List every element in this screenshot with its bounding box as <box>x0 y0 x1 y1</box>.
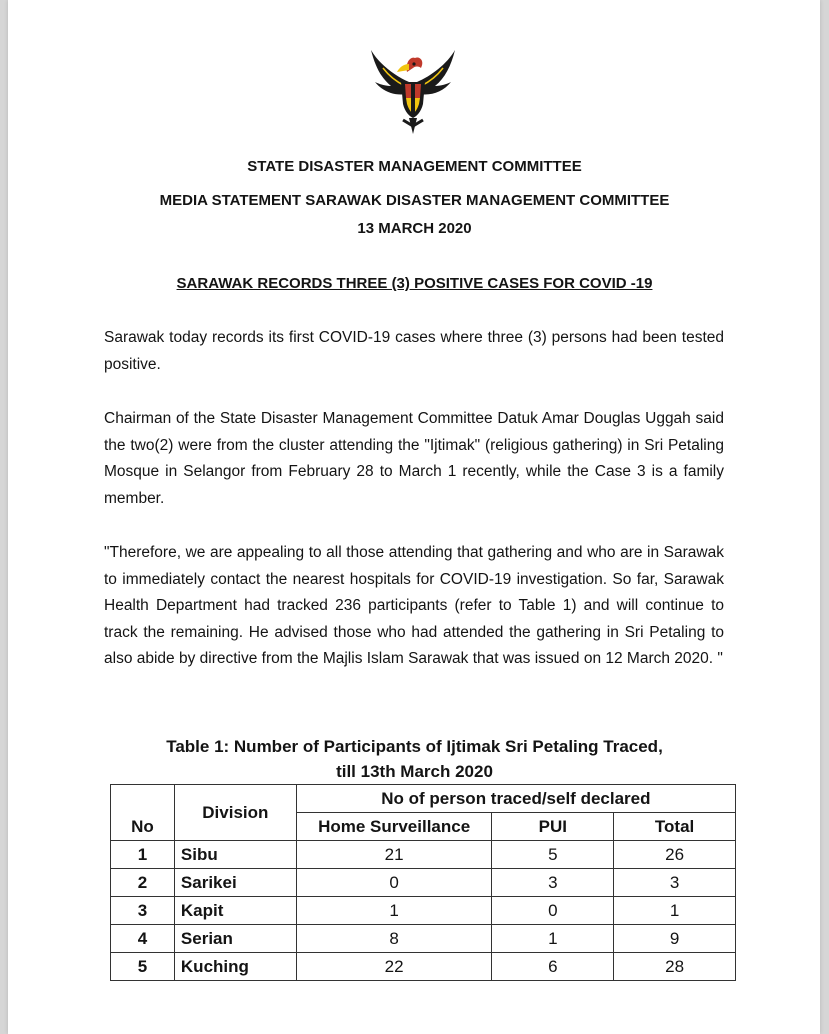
cell-division: Sarikei <box>174 869 296 897</box>
table-caption-line-2: till 13th March 2020 <box>336 762 493 781</box>
cell-total: 9 <box>614 925 736 953</box>
cell-total: 3 <box>614 869 736 897</box>
participants-table <box>110 784 736 981</box>
table-caption <box>0 734 829 784</box>
table-row <box>111 869 736 897</box>
cell-division: Serian <box>174 925 296 953</box>
table-row <box>111 953 736 981</box>
table-row <box>111 897 736 925</box>
cell-home: 8 <box>296 925 492 953</box>
cell-total: 26 <box>614 841 736 869</box>
header-division: Division <box>174 785 296 841</box>
cell-home: 22 <box>296 953 492 981</box>
cell-no: 3 <box>111 897 175 925</box>
cell-pui: 1 <box>492 925 614 953</box>
cell-home: 0 <box>296 869 492 897</box>
cell-no: 1 <box>111 841 175 869</box>
cell-no: 4 <box>111 925 175 953</box>
headline: SARAWAK RECORDS THREE (3) POSITIVE CASES FOR COVID -19 <box>176 275 653 292</box>
cell-no: 2 <box>111 869 175 897</box>
table-caption-line-1: Table 1: Number of Participants of Ijtimak Sri Petaling Traced, <box>166 737 663 756</box>
table-row <box>111 925 736 953</box>
cell-division: Kapit <box>174 897 296 925</box>
paragraph-3: "Therefore, we are appealing to all those attending that gathering and who are in Sarawak to immediately contact the nearest hospitals for COVID-19 investigation. So far, Sarawak Health Department had tracked 236 participants (refer to Table 1) and will continue to track the remaining. He advised those who had attended the gathering in Sri Petaling to also abide by directive from the Majlis Islam Sarawak that was issued on 12 March 2020. " <box>104 544 724 667</box>
cell-total: 1 <box>614 897 736 925</box>
sarawak-crest-icon <box>365 42 461 138</box>
cell-pui: 0 <box>492 897 614 925</box>
statement-title: MEDIA STATEMENT SARAWAK DISASTER MANAGEMENT COMMITTEE <box>159 192 670 209</box>
table-row <box>111 841 736 869</box>
table-header-row-1 <box>111 785 736 813</box>
cell-pui: 3 <box>492 869 614 897</box>
header-pui: PUI <box>492 813 614 841</box>
cell-home: 21 <box>296 841 492 869</box>
header-total: Total <box>614 813 736 841</box>
header-group: No of person traced/self declared <box>296 785 735 813</box>
paragraph-1: Sarawak today records its first COVID-19 cases where three (3) persons had been tested positive. <box>104 329 724 373</box>
statement-date: 13 MARCH 2020 <box>357 220 472 237</box>
cell-division: Kuching <box>174 953 296 981</box>
cell-division: Sibu <box>174 841 296 869</box>
committee-title: STATE DISASTER MANAGEMENT COMMITTEE <box>247 158 582 175</box>
header-home-surveillance: Home Surveillance <box>296 813 492 841</box>
paragraph-2: Chairman of the State Disaster Management Committee Datuk Amar Douglas Uggah said the two(2) were from the cluster attending the "Ijtimak" (religious gathering) in Sri Petaling Mosque in Selangor from February 28 to March 1 recently, while the Case 3 is a family member. <box>104 410 724 507</box>
cell-total: 28 <box>614 953 736 981</box>
cell-pui: 5 <box>492 841 614 869</box>
header-no: No <box>111 785 175 841</box>
cell-pui: 6 <box>492 953 614 981</box>
cell-home: 1 <box>296 897 492 925</box>
cell-no: 5 <box>111 953 175 981</box>
